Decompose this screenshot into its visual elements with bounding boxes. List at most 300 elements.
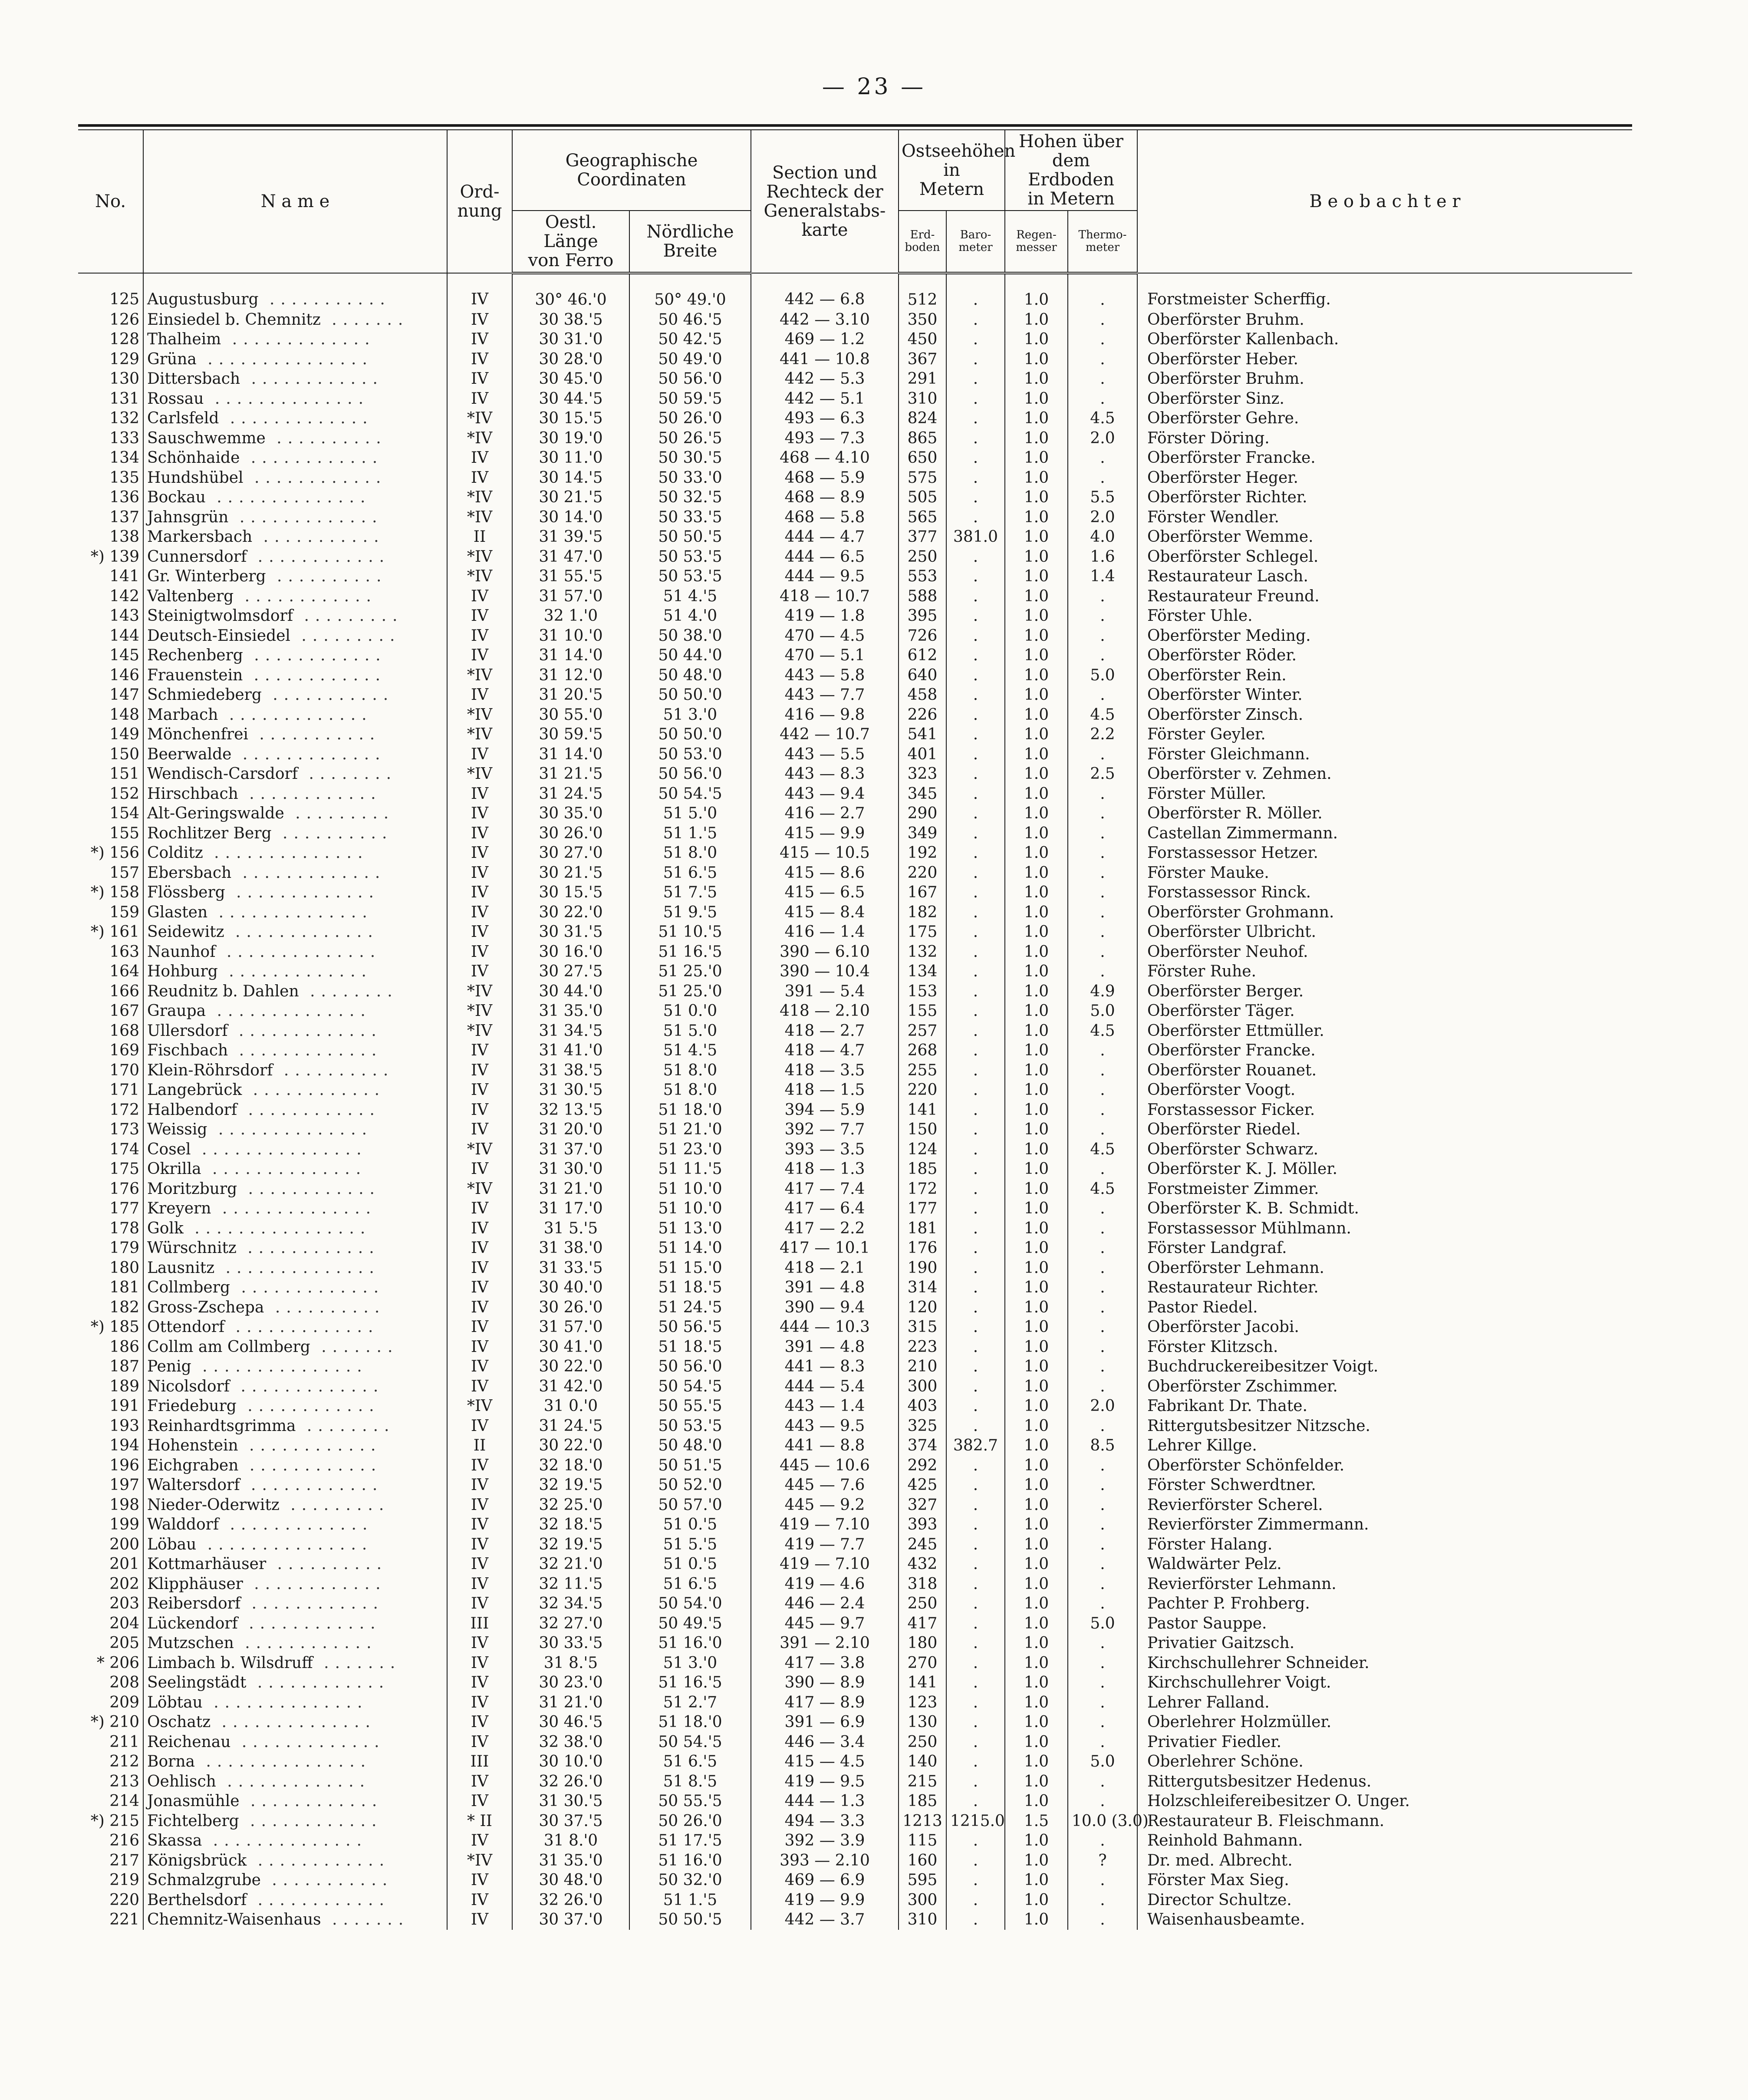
station-ordnung: IV [447, 1337, 512, 1357]
station-rain-gauge-height: 1.0 [1005, 1337, 1068, 1357]
station-number: 204 [78, 1614, 143, 1634]
table-row [78, 330, 1632, 349]
leader-dots: ............. [224, 1318, 379, 1336]
station-number: 175 [78, 1159, 143, 1179]
leader-dots: .............. [206, 1002, 372, 1020]
station-longitude: 30 21.'5 [512, 863, 629, 883]
station-elevation-barometer: . [946, 330, 1005, 349]
station-ordnung: IV [447, 448, 512, 468]
station-thermometer-height: 2.0 [1068, 508, 1137, 527]
station-ordnung: *IV [447, 1021, 512, 1041]
station-longitude: 31 57.'0 [512, 587, 629, 607]
station-elevation-barometer: . [946, 883, 1005, 903]
station-observer: Privatier Fiedler. [1137, 1732, 1632, 1752]
station-observer: Oberförster Heger. [1137, 468, 1632, 488]
station-thermometer-height: 4.5 [1068, 1179, 1137, 1199]
station-elevation-ground: 512 [899, 273, 946, 310]
leader-dots: ............. [230, 1733, 385, 1751]
station-elevation-ground: 350 [899, 310, 946, 330]
station-observer: Oberförster Zinsch. [1137, 705, 1632, 725]
station-elevation-barometer: . [946, 1870, 1005, 1890]
station-latitude: 51 8.'5 [629, 1772, 751, 1792]
station-rain-gauge-height: 1.0 [1005, 1614, 1068, 1634]
station-elevation-barometer: . [946, 1199, 1005, 1219]
station-number: 142 [78, 587, 143, 607]
station-name [143, 1436, 447, 1456]
table-row [78, 1357, 1632, 1377]
station-name-text: Colditz [147, 844, 203, 862]
station-section: 416 — 1.4 [751, 922, 899, 942]
leader-dots: ............ [242, 1081, 386, 1099]
station-observer: Oberförster Täger. [1137, 1001, 1632, 1021]
station-name [143, 1416, 447, 1436]
station-section: 417 — 6.4 [751, 1199, 899, 1219]
leader-dots: ............ [243, 1575, 387, 1593]
station-elevation-barometer: . [946, 1732, 1005, 1752]
station-ordnung: II [447, 527, 512, 547]
station-thermometer-height: . [1068, 962, 1137, 982]
station-name-text: Langebrück [147, 1081, 242, 1099]
station-thermometer-height: . [1068, 1535, 1137, 1555]
station-name [143, 429, 447, 448]
leader-dots: ............ [234, 587, 377, 605]
leader-dots: .......... [266, 1555, 388, 1573]
station-ordnung: IV [447, 1377, 512, 1397]
station-number: 154 [78, 804, 143, 824]
station-ordnung: IV [447, 1120, 512, 1140]
station-elevation-ground: 220 [899, 1080, 946, 1100]
station-observer: Oberförster Zschimmer. [1137, 1377, 1632, 1397]
station-elevation-barometer: . [946, 1416, 1005, 1436]
station-name [143, 1475, 447, 1495]
station-number: 166 [78, 982, 143, 1002]
station-number: 198 [78, 1495, 143, 1515]
leader-dots: ............ [247, 1891, 390, 1909]
leader-dots: ............... [191, 1140, 368, 1158]
station-number: 157 [78, 863, 143, 883]
leader-dots: ............. [224, 923, 379, 941]
station-elevation-ground: 255 [899, 1061, 946, 1081]
station-section: 390 — 6.10 [751, 942, 899, 962]
station-section: 442 — 5.1 [751, 389, 899, 409]
station-latitude: 51 18.'5 [629, 1337, 751, 1357]
header-regenmesser: Regen- messer [1005, 211, 1068, 273]
station-ordnung: IV [447, 1910, 512, 1930]
station-longitude: 30 35.'0 [512, 804, 629, 824]
station-rain-gauge-height: 1.0 [1005, 1159, 1068, 1179]
station-observer: Forstmeister Scherffig. [1137, 273, 1632, 310]
station-observer: Oberförster Rein. [1137, 666, 1632, 686]
station-name-text: Nieder-Oderwitz [147, 1496, 280, 1514]
station-latitude: 50 50.'0 [629, 685, 751, 705]
station-elevation-ground: 270 [899, 1653, 946, 1673]
station-thermometer-height: . [1068, 1238, 1137, 1258]
station-section: 417 — 2.2 [751, 1219, 899, 1239]
table-row [78, 1594, 1632, 1614]
station-thermometer-height: . [1068, 804, 1137, 824]
station-elevation-barometer: . [946, 1772, 1005, 1792]
station-number: 155 [78, 824, 143, 844]
station-longitude: 31 34.'5 [512, 1021, 629, 1041]
station-elevation-barometer: . [946, 1851, 1005, 1871]
station-section: 444 — 1.3 [751, 1791, 899, 1811]
station-thermometer-height: . [1068, 389, 1137, 409]
station-name [143, 1870, 447, 1890]
station-number: 169 [78, 1041, 143, 1061]
header-laenge: Oestl. Länge von Ferro [512, 211, 629, 273]
leader-dots: ............... [191, 1358, 368, 1375]
station-rain-gauge-height: 1.0 [1005, 1100, 1068, 1120]
station-rain-gauge-height: 1.0 [1005, 1298, 1068, 1318]
station-section: 443 — 1.4 [751, 1396, 899, 1416]
station-longitude: 30 14.'5 [512, 468, 629, 488]
station-observer: Oberförster Riedel. [1137, 1120, 1632, 1140]
table-row [78, 1140, 1632, 1160]
station-elevation-barometer: . [946, 1495, 1005, 1515]
station-name-text: Limbach b. Wilsdruff [147, 1654, 313, 1672]
station-elevation-barometer: . [946, 1377, 1005, 1397]
leader-dots: ............. [216, 1772, 371, 1790]
station-section: 419 — 7.10 [751, 1554, 899, 1574]
station-observer: Oberförster Berger. [1137, 982, 1632, 1002]
station-ordnung: *IV [447, 705, 512, 725]
station-observer: Oberförster Ulbricht. [1137, 922, 1632, 942]
station-section: 415 — 10.5 [751, 843, 899, 863]
station-name [143, 1495, 447, 1515]
station-observer: Oberförster Röder. [1137, 646, 1632, 666]
station-latitude: 51 10.'0 [629, 1199, 751, 1219]
station-thermometer-height: ? [1068, 1851, 1137, 1871]
stations-table-body [78, 273, 1632, 1930]
station-name-text: Hundshübel [147, 468, 244, 487]
station-elevation-ground: 190 [899, 1258, 946, 1278]
station-elevation-ground: 132 [899, 942, 946, 962]
station-latitude: 51 14.'0 [629, 1238, 751, 1258]
station-ordnung: IV [447, 1732, 512, 1752]
station-name [143, 1317, 447, 1337]
station-elevation-ground: 223 [899, 1337, 946, 1357]
station-elevation-ground: 553 [899, 567, 946, 587]
station-ordnung: IV [447, 1041, 512, 1061]
station-name-text: Klipphäuser [147, 1575, 243, 1593]
station-latitude: 51 0.'5 [629, 1515, 751, 1535]
station-section: 416 — 2.7 [751, 804, 899, 824]
station-elevation-barometer: . [946, 508, 1005, 527]
station-name [143, 488, 447, 508]
station-name-text: Oehlisch [147, 1772, 216, 1790]
station-observer: Oberförster Neuhof. [1137, 942, 1632, 962]
station-section: 468 — 5.8 [751, 508, 899, 527]
station-ordnung: IV [447, 1772, 512, 1792]
station-latitude: 51 23.'0 [629, 1140, 751, 1160]
table-row [78, 1396, 1632, 1416]
station-elevation-barometer: . [946, 1061, 1005, 1081]
station-latitude: 51 21.'0 [629, 1120, 751, 1140]
station-thermometer-height: . [1068, 1100, 1137, 1120]
station-name [143, 1791, 447, 1811]
station-rain-gauge-height: 1.0 [1005, 863, 1068, 883]
station-rain-gauge-height: 1.0 [1005, 666, 1068, 686]
station-name [143, 646, 447, 666]
station-rain-gauge-height: 1.0 [1005, 705, 1068, 725]
station-number: 201 [78, 1554, 143, 1574]
station-rain-gauge-height: 1.0 [1005, 1317, 1068, 1337]
station-name [143, 1712, 447, 1732]
station-rain-gauge-height: 1.0 [1005, 804, 1068, 824]
station-elevation-barometer: . [946, 1554, 1005, 1574]
station-name-text: Ebersbach [147, 864, 232, 882]
station-name [143, 1080, 447, 1100]
station-longitude: 31 30.'0 [512, 1159, 629, 1179]
station-name [143, 1041, 447, 1061]
station-latitude: 51 8.'0 [629, 1061, 751, 1081]
station-name [143, 1219, 447, 1239]
station-number: 146 [78, 666, 143, 686]
station-ordnung: IV [447, 1831, 512, 1851]
station-elevation-barometer: . [946, 369, 1005, 389]
station-number: 152 [78, 784, 143, 804]
station-latitude: 50 48.'0 [629, 666, 751, 686]
station-ordnung: IV [447, 962, 512, 982]
station-number: *) 215 [78, 1811, 143, 1831]
station-name-text: Sauschwemme [147, 429, 266, 447]
station-latitude: 50 59.'5 [629, 389, 751, 409]
station-elevation-ground: 588 [899, 587, 946, 607]
station-section: 443 — 7.7 [751, 685, 899, 705]
station-rain-gauge-height: 1.0 [1005, 330, 1068, 349]
station-longitude: 30 37.'0 [512, 1910, 629, 1930]
station-number: 214 [78, 1791, 143, 1811]
station-name-text: Deutsch-Einsiedel [147, 626, 290, 645]
station-name [143, 567, 447, 587]
station-ordnung: *IV [447, 547, 512, 567]
station-ordnung: IV [447, 310, 512, 330]
station-longitude: 31 14.'0 [512, 745, 629, 765]
station-number: 170 [78, 1061, 143, 1081]
station-observer: Director Schultze. [1137, 1890, 1632, 1910]
station-number: 148 [78, 705, 143, 725]
station-ordnung: IV [447, 1238, 512, 1258]
station-number: 196 [78, 1456, 143, 1476]
station-observer: Lehrer Falland. [1137, 1693, 1632, 1713]
station-name-text: Bockau [147, 488, 206, 506]
station-ordnung: IV [447, 1890, 512, 1910]
station-thermometer-height: . [1068, 1515, 1137, 1535]
station-observer: Oberförster K. B. Schmidt. [1137, 1199, 1632, 1219]
station-observer: Rittergutsbesitzer Hedenus. [1137, 1772, 1632, 1792]
station-section: 418 — 4.7 [751, 1041, 899, 1061]
station-ordnung: *IV [447, 1851, 512, 1871]
station-name [143, 330, 447, 349]
station-observer: Oberförster Francke. [1137, 448, 1632, 468]
station-number: 181 [78, 1278, 143, 1298]
station-rain-gauge-height: 1.0 [1005, 1693, 1068, 1713]
station-elevation-ground: 541 [899, 725, 946, 745]
station-elevation-ground: 595 [899, 1870, 946, 1890]
station-name-text: Frauenstein [147, 666, 243, 684]
station-observer: Castellan Zimmermann. [1137, 824, 1632, 844]
leader-dots: ............ [238, 785, 382, 803]
table-row [78, 1238, 1632, 1258]
station-longitude: 30° 46.'0 [512, 273, 629, 310]
station-section: 390 — 8.9 [751, 1673, 899, 1693]
station-thermometer-height: . [1068, 1712, 1137, 1732]
station-observer: Forstmeister Zimmer. [1137, 1179, 1632, 1199]
station-thermometer-height: . [1068, 1199, 1137, 1219]
table-row [78, 1219, 1632, 1239]
station-name [143, 824, 447, 844]
station-elevation-barometer: . [946, 1317, 1005, 1337]
station-name-text: Lausnitz [147, 1259, 215, 1277]
station-elevation-ground: 175 [899, 922, 946, 942]
station-number: 167 [78, 1001, 143, 1021]
station-ordnung: IV [447, 942, 512, 962]
station-ordnung: IV [447, 468, 512, 488]
station-ordnung: IV [447, 1633, 512, 1653]
station-ordnung: IV [447, 1574, 512, 1594]
station-longitude: 31 17.'0 [512, 1199, 629, 1219]
leader-dots: ............. [221, 330, 376, 348]
station-ordnung: *IV [447, 1179, 512, 1199]
leader-dots: ............ [239, 1792, 383, 1810]
station-thermometer-height: . [1068, 942, 1137, 962]
station-name [143, 1732, 447, 1752]
station-section: 419 — 7.7 [751, 1535, 899, 1555]
station-observer: Oberförster R. Möller. [1137, 804, 1632, 824]
station-longitude: 30 15.'5 [512, 883, 629, 903]
station-thermometer-height: . [1068, 863, 1137, 883]
station-thermometer-height: . [1068, 468, 1137, 488]
station-number: 180 [78, 1258, 143, 1278]
station-name-text: Hohenstein [147, 1437, 238, 1454]
station-elevation-ground: 726 [899, 626, 946, 646]
station-thermometer-height: . [1068, 1041, 1137, 1061]
station-longitude: 30 27.'0 [512, 843, 629, 863]
station-observer: Privatier Gaitzsch. [1137, 1633, 1632, 1653]
station-ordnung: IV [447, 1258, 512, 1278]
station-section: 391 — 4.8 [751, 1337, 899, 1357]
station-section: 469 — 1.2 [751, 330, 899, 349]
station-observer: Oberförster Gehre. [1137, 409, 1632, 429]
station-name [143, 508, 447, 527]
station-elevation-ground: 153 [899, 982, 946, 1002]
station-elevation-ground: 374 [899, 1436, 946, 1456]
station-name-text: Kottmarhäuser [147, 1555, 267, 1573]
station-number: 131 [78, 389, 143, 409]
station-latitude: 51 9.'5 [629, 903, 751, 923]
table-row [78, 1890, 1632, 1910]
station-elevation-ground: 450 [899, 330, 946, 349]
station-rain-gauge-height: 1.0 [1005, 1238, 1068, 1258]
station-elevation-ground: 181 [899, 1219, 946, 1239]
leader-dots: .............. [204, 389, 370, 408]
table-row [78, 1436, 1632, 1456]
station-section: 415 — 6.5 [751, 883, 899, 903]
station-name [143, 527, 447, 547]
station-ordnung: IV [447, 1298, 512, 1318]
station-observer: Oberförster Kallenbach. [1137, 330, 1632, 349]
station-number: 203 [78, 1594, 143, 1614]
leader-dots: ............ [236, 1397, 380, 1415]
station-section: 390 — 9.4 [751, 1298, 899, 1318]
station-section: 415 — 4.5 [751, 1752, 899, 1772]
station-name-text: Collmberg [147, 1279, 230, 1296]
station-thermometer-height: . [1068, 273, 1137, 310]
station-thermometer-height: . [1068, 448, 1137, 468]
station-section: 444 — 10.3 [751, 1317, 899, 1337]
station-section: 441 — 10.8 [751, 349, 899, 369]
station-elevation-barometer: . [946, 626, 1005, 646]
station-thermometer-height: 2.5 [1068, 764, 1137, 784]
table-row [78, 1337, 1632, 1357]
table-row [78, 903, 1632, 923]
leader-dots: ............ [238, 1456, 382, 1474]
station-elevation-ground: 292 [899, 1456, 946, 1476]
station-ordnung: IV [447, 1535, 512, 1555]
table-row [78, 1673, 1632, 1693]
station-number: 211 [78, 1732, 143, 1752]
station-section: 494 — 3.3 [751, 1811, 899, 1831]
station-section: 417 — 10.1 [751, 1238, 899, 1258]
station-longitude: 31 20.'5 [512, 685, 629, 705]
station-number: 133 [78, 429, 143, 448]
table-row [78, 1317, 1632, 1337]
station-observer: Holzschleifereibesitzer O. Unger. [1137, 1791, 1632, 1811]
station-elevation-ground: 250 [899, 1732, 946, 1752]
station-thermometer-height: . [1068, 1219, 1137, 1239]
station-elevation-barometer: . [946, 1910, 1005, 1930]
station-section: 418 — 2.1 [751, 1258, 899, 1278]
leader-dots: ............ [240, 1595, 384, 1612]
table-row [78, 508, 1632, 527]
station-longitude: 30 31.'5 [512, 922, 629, 942]
station-number: *) 156 [78, 843, 143, 863]
leader-dots: ......... [284, 804, 395, 822]
table-row [78, 468, 1632, 488]
station-thermometer-height: 2.0 [1068, 1396, 1137, 1416]
station-section: 446 — 2.4 [751, 1594, 899, 1614]
station-rain-gauge-height: 1.0 [1005, 1515, 1068, 1535]
station-elevation-barometer: . [946, 1258, 1005, 1278]
station-number: 138 [78, 527, 143, 547]
leader-dots: .......... [273, 1061, 395, 1079]
station-elevation-ground: 245 [899, 1535, 946, 1555]
station-elevation-ground: 185 [899, 1791, 946, 1811]
station-number: 179 [78, 1238, 143, 1258]
station-elevation-ground: 575 [899, 468, 946, 488]
station-latitude: 50 26.'0 [629, 409, 751, 429]
station-observer: Förster Gleichmann. [1137, 745, 1632, 765]
station-name-text: Lückendorf [147, 1614, 238, 1632]
table-row [78, 1831, 1632, 1851]
station-ordnung: IV [447, 1199, 512, 1219]
station-elevation-ground: 155 [899, 1001, 946, 1021]
table-row [78, 310, 1632, 330]
station-observer: Buchdruckereibesitzer Voigt. [1137, 1357, 1632, 1377]
station-name-text: Thalheim [147, 330, 221, 348]
station-ordnung: IV [447, 824, 512, 844]
table-row [78, 273, 1632, 310]
station-number: 172 [78, 1100, 143, 1120]
station-name-text: Reichenau [147, 1733, 231, 1751]
station-name-text: Eichgraben [147, 1456, 239, 1474]
station-observer: Oberförster Grohmann. [1137, 903, 1632, 923]
station-elevation-ground: 250 [899, 547, 946, 567]
station-elevation-barometer: . [946, 1475, 1005, 1495]
station-rain-gauge-height: 1.0 [1005, 1633, 1068, 1653]
station-elevation-barometer: . [946, 448, 1005, 468]
station-ordnung: IV [447, 349, 512, 369]
